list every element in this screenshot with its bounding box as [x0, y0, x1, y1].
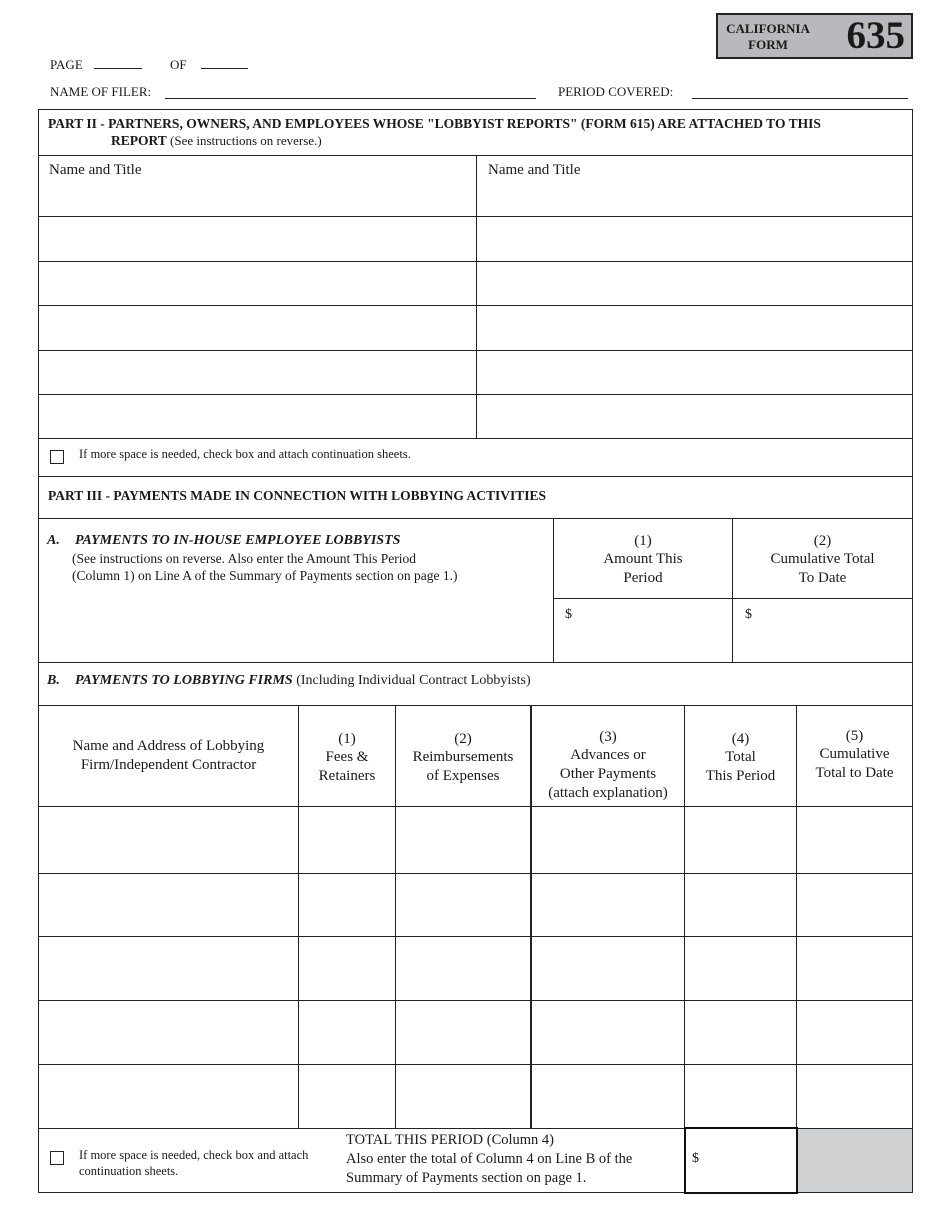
part2-name-cell[interactable]: [477, 351, 912, 393]
total-this-period-note: Also enter the total of Column 4 on Line B of the Summary of Payments section on page 1.: [346, 1151, 633, 1186]
table-row[interactable]: [39, 807, 912, 873]
part2-name-cell[interactable]: [477, 306, 912, 349]
total-this-period-field[interactable]: [684, 1127, 798, 1194]
part2-continuation-text: If more space is needed, check box and attach continuation sheets.: [79, 447, 411, 461]
dollar-sign: $: [565, 607, 572, 622]
filer-name-label: NAME OF FILER:: [50, 84, 152, 99]
part2-name-cell[interactable]: [39, 351, 475, 393]
section-a-note-line1: (See instructions on reverse. Also enter the Amount This Period: [72, 551, 416, 566]
period-covered-field[interactable]: [692, 98, 908, 99]
section-a-letter: A.: [47, 533, 60, 548]
form-state-label: CALIFORNIA FORM: [726, 21, 810, 52]
section-b-continuation-text: If more space is needed, check box and attach continuation sheets.: [79, 1148, 309, 1178]
part2-continuation-checkbox[interactable]: [50, 450, 64, 464]
section-b-title: PAYMENTS TO LOBBYING FIRMS: [75, 673, 293, 688]
section-a-note-line2: (Column 1) on Line A of the Summary of Payments section on page 1.): [72, 568, 458, 583]
section-b-letter: B.: [47, 673, 60, 688]
section-a-col1-number: (1): [634, 533, 652, 549]
page-total-field[interactable]: [201, 68, 248, 69]
part2-name-cell[interactable]: [39, 262, 475, 304]
section-b-col3-header: Advances or Other Payments (attach explanation): [548, 747, 668, 801]
section-b-col-name-header: Name and Address of Lobbying Firm/Independent Contractor: [72, 738, 265, 773]
part2-name-cell[interactable]: [39, 306, 475, 349]
section-b-continuation-checkbox[interactable]: [50, 1151, 64, 1165]
form-number-badge: [716, 13, 913, 59]
part2-name-cell[interactable]: [39, 395, 475, 437]
table-row[interactable]: [39, 874, 912, 936]
table-row[interactable]: [39, 1065, 912, 1128]
filer-name-field[interactable]: [165, 98, 536, 99]
section-b-col4-header: Total This Period: [705, 749, 776, 784]
page-number-field[interactable]: [94, 68, 142, 69]
form-number: 635: [846, 14, 905, 57]
section-b-col3-number: (3): [599, 729, 617, 745]
section-a-col1-header: Amount This Period: [603, 551, 683, 586]
table-row[interactable]: [39, 1001, 912, 1064]
part2-name-cell[interactable]: [39, 217, 475, 260]
total-this-period-title: TOTAL THIS PERIOD (Column 4): [346, 1132, 555, 1148]
page-label: PAGE: [50, 57, 83, 72]
dollar-sign: $: [692, 1151, 699, 1166]
section-b-col5-header: Cumulative Total to Date: [815, 746, 894, 781]
section-b-col2-header: Reimbursements of Expenses: [412, 749, 514, 784]
section-b-title-line: [75, 671, 531, 690]
shaded-cell: [798, 1129, 912, 1192]
part2-title-note: (See instructions on reverse.): [166, 133, 322, 148]
section-b-col4-number: (4): [731, 731, 750, 747]
part2-name-cell[interactable]: [477, 395, 912, 437]
section-b-col5-number: (5): [845, 728, 864, 744]
section-a-cumulative-field[interactable]: [733, 599, 912, 662]
section-b-col1-header: Fees & Retainers: [318, 749, 376, 784]
part2-col-left-header: Name and Title: [49, 162, 142, 178]
part2-name-cell[interactable]: [477, 262, 912, 304]
section-a-col2-header: Cumulative Total To Date: [770, 551, 875, 586]
section-a-amount-field[interactable]: [554, 599, 732, 662]
part2-title-report: REPORT: [111, 133, 167, 148]
part2-title-line2: [111, 131, 322, 150]
part3-title: PART III - PAYMENTS MADE IN CONNECTION WITH LOBBYING ACTIVITIES: [48, 488, 546, 503]
section-b-col2-number: (2): [454, 731, 472, 747]
section-a-title: PAYMENTS TO IN-HOUSE EMPLOYEE LOBBYISTS: [75, 533, 401, 548]
section-b-col1-number: (1): [338, 731, 356, 747]
dollar-sign: $: [745, 607, 752, 622]
part2-name-cell[interactable]: [477, 217, 912, 260]
table-row[interactable]: [39, 937, 912, 1000]
section-b-note: (Including Individual Contract Lobbyists): [292, 673, 531, 688]
part2-col-right-header: Name and Title: [488, 162, 581, 178]
period-covered-label: PERIOD COVERED:: [558, 84, 674, 99]
part2-title: PART II - PARTNERS, OWNERS, AND EMPLOYEES WHOSE "LOBBYIST REPORTS" (FORM 615) ARE ATTACHED TO THIS: [48, 116, 821, 131]
of-label: OF: [170, 57, 187, 72]
section-a-col2-number: (2): [813, 533, 832, 549]
